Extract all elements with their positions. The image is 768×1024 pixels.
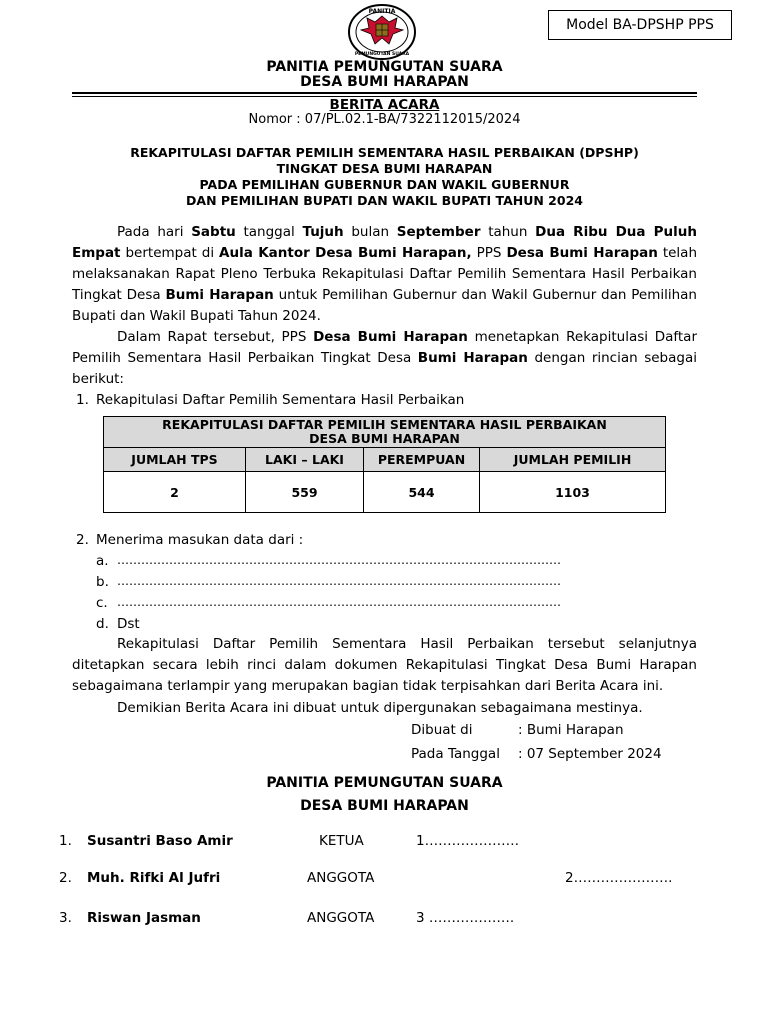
value-jumlah: 1103 <box>480 472 666 513</box>
date-value: : 07 September 2024 <box>518 746 662 762</box>
recap-detail-paragraph: Rekapitulasi Daftar Pemilih Sementara Hasil Perbaikan tersebut selanjutnya ditetapkan secara lebih rinci dalam dokumen Rekapitulasi Tingkat Desa Bumi Harapan sebagaimana terlampir yang merupakan bagian tidak terpisahkan dari Berita Acara ini. <box>72 636 697 694</box>
heading-line-4: DAN PEMILIHAN BUPATI DAN WAKIL BUPATI TAHUN 2024 <box>186 193 583 208</box>
heading-line-1: REKAPITULASI DAFTAR PEMILIH SEMENTARA HASIL PERBAIKAN (DPSHP) <box>130 145 639 160</box>
list-item-2-number: 2. <box>76 532 89 548</box>
footer-org-line1: PANITIA PEMUNGUTAN SUARA <box>266 775 503 791</box>
org-name-line2: DESA BUMI HARAPAN <box>300 74 469 90</box>
org-name-line1: PANITIA PEMUNGUTAN SUARA <box>266 59 503 75</box>
value-perempuan: 544 <box>364 472 480 513</box>
model-text: Model BA-DPSHP PPS <box>566 17 714 33</box>
list-item-1-number: 1. <box>76 392 89 408</box>
col-header-tps: JUMLAH TPS <box>104 448 246 472</box>
list-item-1-text: Rekapitulasi Daftar Pemilih Sementara Hasil Perbaikan <box>96 392 465 408</box>
svg-text:PANITIA: PANITIA <box>368 8 396 15</box>
place-value: : Bumi Harapan <box>518 722 624 738</box>
signatory-3-role: ANGGOTA <box>307 910 375 926</box>
heading-line-3: PADA PEMILIHAN GUBERNUR DAN WAKIL GUBERNUR <box>199 177 570 192</box>
value-tps: 2 <box>104 472 246 513</box>
signatory-2-name: Muh. Rifki Al Jufri <box>87 870 221 886</box>
col-header-perempuan: PEREMPUAN <box>364 448 480 472</box>
sub-item-a-letter: a. <box>96 553 109 569</box>
value-laki: 559 <box>246 472 364 513</box>
sub-item-b-text: ………………………………………………………………………………………………… <box>117 574 561 588</box>
signatory-1-role: KETUA <box>319 833 364 849</box>
footer-org-line2: DESA BUMI HARAPAN <box>300 798 469 814</box>
signatory-3-name: Riswan Jasman <box>87 910 201 926</box>
sub-item-c-letter: c. <box>96 595 108 611</box>
model-label <box>548 10 732 40</box>
signatory-3-sign-line: 3 ………………. <box>416 910 515 926</box>
col-header-laki: LAKI – LAKI <box>246 448 364 472</box>
sub-item-b-letter: b. <box>96 574 109 590</box>
document-number: Nomor : 07/PL.02.1-BA/7322112015/2024 <box>248 112 521 127</box>
meeting-paragraph: Dalam Rapat tersebut, PPS Desa Bumi Harapan menetapkan Rekapitulasi Daftar Pemilih Sementara Hasil Perbaikan Tingkat Desa Bumi Harapan dengan rincian sebagai berikut: <box>72 329 697 387</box>
recap-table <box>103 416 666 513</box>
signatory-1-number: 1. <box>59 833 72 849</box>
place-label: Dibuat di <box>411 722 473 738</box>
sub-item-d-text: Dst <box>117 616 140 632</box>
heading-line-2: TINGKAT DESA BUMI HARAPAN <box>276 161 493 176</box>
signatory-2-sign-line: 2…………………. <box>565 870 673 886</box>
signatory-1-sign-line: 1………………… <box>416 833 520 849</box>
date-label: Pada Tanggal <box>411 746 500 762</box>
signatory-2-role: ANGGOTA <box>307 870 375 886</box>
signatory-3-number: 3. <box>59 910 72 926</box>
table-title: REKAPITULASI DAFTAR PEMILIH SEMENTARA HASIL PERBAIKAN DESA BUMI HARAPAN <box>104 417 666 448</box>
sub-item-d-letter: d. <box>96 616 109 632</box>
signatory-2-number: 2. <box>59 870 72 886</box>
document-title: BERITA ACARA <box>329 97 440 113</box>
closing-paragraph: Demikian Berita Acara ini dibuat untuk dipergunakan sebagaimana mestinya. <box>117 700 643 716</box>
kpu-logo <box>345 4 419 60</box>
opening-paragraph: Pada hari Sabtu tanggal Tujuh bulan September tahun Dua Ribu Dua Puluh Empat bertempat di Aula Kantor Desa Bumi Harapan, PPS Desa Bumi Harapan telah melaksanakan Rapat Pleno Terbuka Rekapitulasi Daftar Pemilih Sementara Hasil Perbaikan Tingkat Desa Bumi Harapan untuk Pemilihan Gubernur dan Wakil Gubernur dan Pemilihan Bupati dan Wakil Bupati Tahun 2024. <box>72 224 697 324</box>
sub-item-c-text: ………………………………………………………………………………………………… <box>117 595 561 609</box>
signatory-1-name: Susantri Baso Amir <box>87 833 233 849</box>
list-item-2-text: Menerima masukan data dari : <box>96 532 304 548</box>
sub-item-a-text: ………………………………………………………………………………………………… <box>117 553 561 567</box>
header-rule-thick <box>72 92 697 94</box>
col-header-jumlah: JUMLAH PEMILIH <box>480 448 666 472</box>
svg-text:PEMUNGUTAN SUARA: PEMUNGUTAN SUARA <box>354 52 410 57</box>
